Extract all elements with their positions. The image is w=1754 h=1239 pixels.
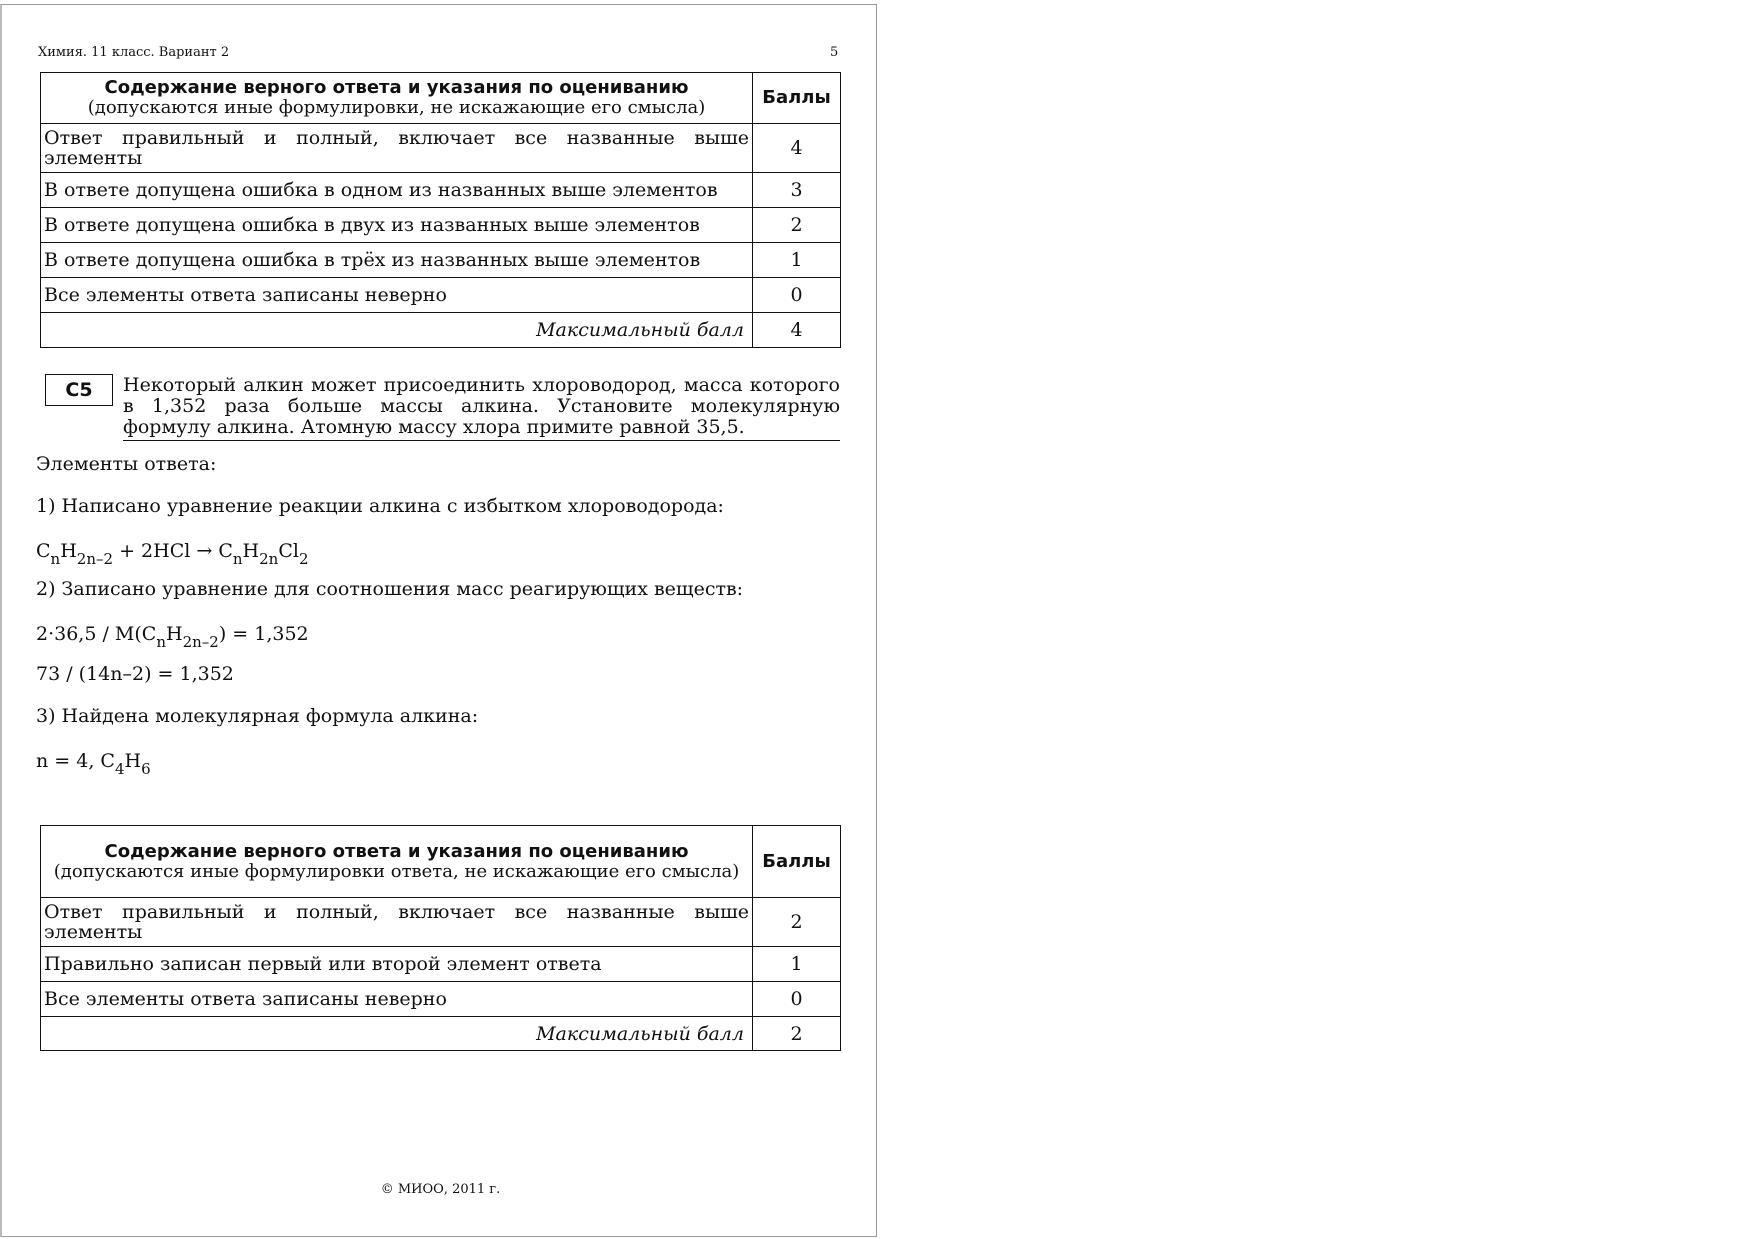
table-row: [41, 947, 841, 982]
max-score-label: Максимальный балл: [41, 1017, 753, 1051]
table-header-row: [41, 826, 841, 898]
document-page: [0, 4, 877, 1237]
table-row: [41, 898, 841, 947]
criterion-points: 2: [753, 208, 841, 243]
page-footer-copyright: © МИОО, 2011 г.: [380, 1182, 501, 1197]
criterion-text: Ответ правильный и полный, включает все названные выше элементы: [41, 124, 753, 173]
step-2-text: 2) Записано уравнение для соотношения масс реагирующих веществ:: [36, 578, 744, 600]
criterion-text: В ответе допущена ошибка в трёх из названных выше элементов: [41, 243, 753, 278]
criterion-text: В ответе допущена ошибка в одном из названных выше элементов: [41, 173, 753, 208]
molecular-formula: n = 4, $C_4H_6$: [36, 750, 151, 778]
mass-ratio-equation: $2\cdot 36,5 / M(C_nH_{2n-2}) = 1,352$: [36, 623, 309, 651]
table-row: [41, 278, 841, 313]
task-statement: Некоторый алкин может присоединить хлороводород, масса которого в 1,352 раза больше массы алкина. Установите молекулярную формулу алкина. Атомную массу хлора примите равной 35,5.: [123, 375, 840, 441]
max-score-value: 4: [753, 313, 841, 348]
criterion-text: Все элементы ответа записаны неверно: [41, 278, 753, 313]
criterion-points: 1: [753, 243, 841, 278]
criterion-text: Правильно записан первый или второй элемент ответа: [41, 947, 753, 982]
table-row: [41, 982, 841, 1017]
page-number: 5: [830, 45, 839, 60]
task-number-box: C5: [45, 374, 113, 406]
table-header-points: Баллы: [753, 73, 841, 124]
criterion-points: 2: [753, 898, 841, 947]
criterion-points: 1: [753, 947, 841, 982]
table-row: [41, 124, 841, 173]
reaction-equation: $C_nH_{2n-2} + 2HCl \to C_nH_{2n}Cl_2$: [36, 540, 309, 568]
table-header-row: [41, 73, 841, 124]
table-row: [41, 173, 841, 208]
step-1-text: 1) Написано уравнение реакции алкина с избытком хлороводорода:: [36, 495, 724, 517]
criterion-text: Ответ правильный и полный, включает все названные выше элементы: [41, 898, 753, 947]
criterion-text: Все элементы ответа записаны неверно: [41, 982, 753, 1017]
step-3-text: 3) Найдена молекулярная формула алкина:: [36, 705, 479, 727]
answer-elements-title: Элементы ответа:: [36, 453, 217, 475]
table-header-points: Баллы: [753, 826, 841, 898]
table-header-content: Содержание верного ответа и указания по оцениванию (допускаются иные формулировки, не искажающие его смысла): [41, 73, 753, 124]
max-score-label: Максимальный балл: [41, 313, 753, 348]
max-score-value: 2: [753, 1017, 841, 1051]
criterion-points: 3: [753, 173, 841, 208]
max-score-row: [41, 313, 841, 348]
table-header-content: Содержание верного ответа и указания по оцениванию (допускаются иные формулировки ответа, не искажающие его смысла): [41, 826, 753, 898]
criterion-points: 0: [753, 982, 841, 1017]
grading-table-2: [40, 825, 841, 1051]
grading-table-1: [40, 72, 841, 348]
table-row: [41, 208, 841, 243]
table-row: [41, 243, 841, 278]
simplified-equation: 73 / (14n–2) = 1,352: [36, 663, 234, 685]
page-header-title: Химия. 11 класс. Вариант 2: [38, 45, 230, 60]
max-score-row: [41, 1017, 841, 1051]
criterion-points: 4: [753, 124, 841, 173]
criterion-points: 0: [753, 278, 841, 313]
criterion-text: В ответе допущена ошибка в двух из названных выше элементов: [41, 208, 753, 243]
